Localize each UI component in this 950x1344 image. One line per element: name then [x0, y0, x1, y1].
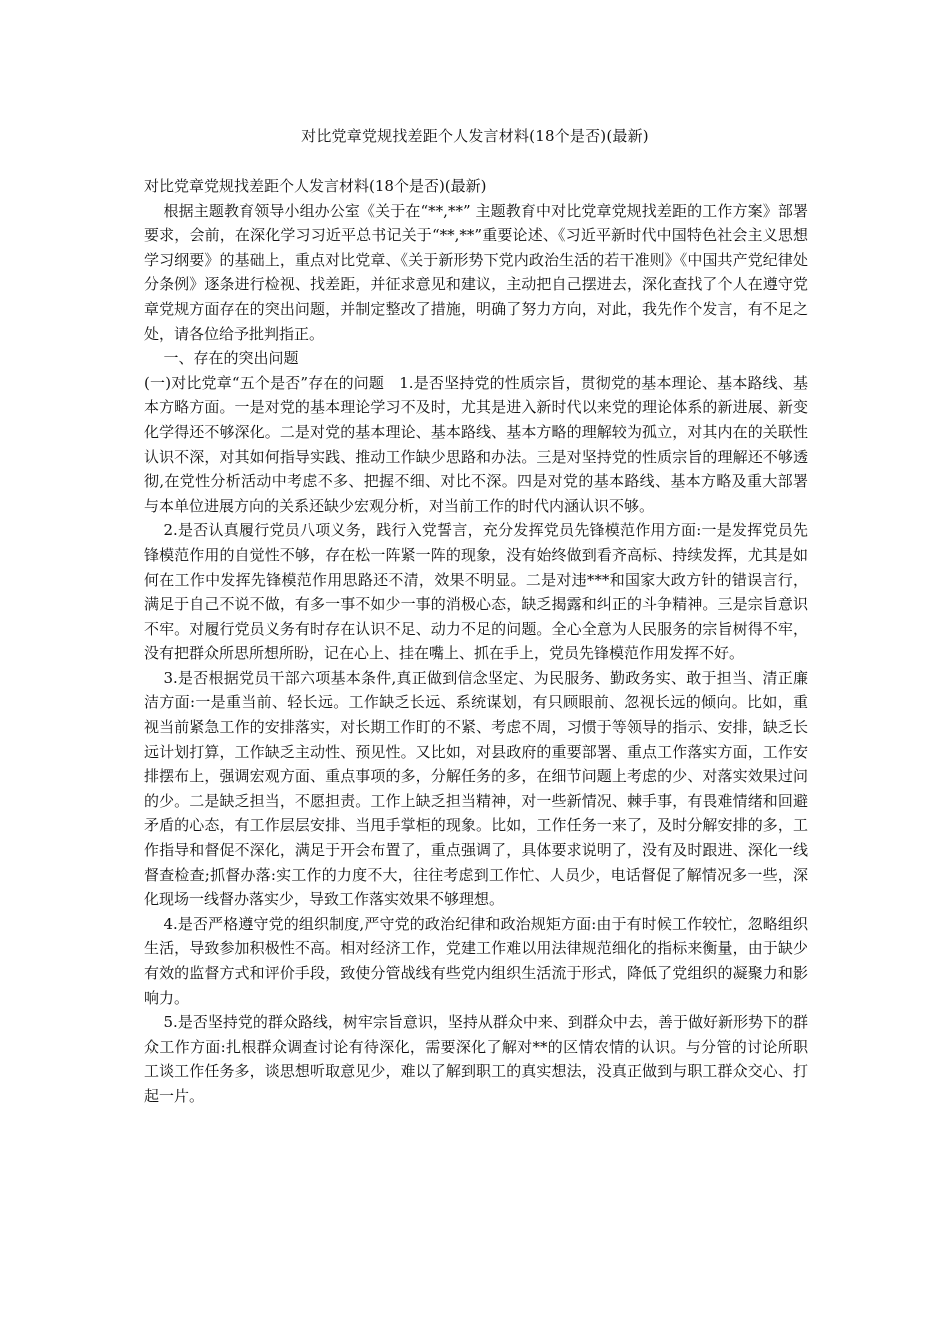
paragraph-item-4: 4.是否严格遵守党的组织制度,严守党的政治纪律和政治规矩方面:由于有时候工作较忙，忽略组织生活，导致参加积极性不高。相对经济工作，党建工作难以用法律规范细化的指标来衡量，由于缺少有效的监督方式和评价手段，致使分管战线有些党内组织生活流于形式，降低了党组织的凝聚力和影响力。 — [144, 914, 808, 1007]
document-subtitle: 对比党章党规找差距个人发言材料(18个是否)(最新) — [144, 177, 487, 195]
section-heading: 一、存在的突出问题 — [163, 349, 299, 368]
paragraph-item-2: 2.是否认真履行党员八项义务，践行入党誓言，充分发挥党员先锋模范作用方面:一是发挥党员先锋模范作用的自觉性不够，存在松一阵紧一阵的现象，没有始终做到看齐高标、持续发挥，尤其是如何在工作中发挥先锋模范作用思路还不清，效果不明显。二是对违***和国家大政方针的错误言行，满足于自己不说不做，有多一事不如少一事的消极心态，缺乏揭露和纠正的斗争精神。三是宗旨意识不牢。对履行党员义务有时存在认识不足、动力不足的问题。全心全意为人民服务的宗旨树得不牢，没有把群众所思所想所盼，记在心上、挂在嘴上、抓在手上，党员先锋模范作用发挥不好。 — [144, 521, 808, 663]
paragraph-item-5: 5.是否坚持党的群众路线，树牢宗旨意识，坚持从群众中来、到群众中去，善于做好新形势下的群众工作方面:扎根群众调查讨论有待深化，需要深化了解对**的区情农情的认识。与分管的讨论所职工谈工作任务多，谈思想听取意见少，难以了解到职工的真实想法，没真正做到与职工群众交心、打起一片。 — [144, 1013, 808, 1105]
document-title: 对比党章党规找差距个人发言材料(18个是否)(最新) — [301, 127, 649, 145]
document-body — [144, 174, 808, 1109]
paragraph-item-1: (一)对比党章“五个是否”存在的问题 1.是否坚持党的性质宗旨，贯彻党的基本理论、基本路线、基本方略方面。一是对党的基本理论学习不及时，尤其是进入新时代以来党的理论体系的新进展、新变化学得还不够深化。二是对党的基本理论、基本路线、基本方略的理解较为孤立，对其内在的关联性认识不深，对其如何指导实践、推动工作缺少思路和办法。三是对坚持党的性质宗旨的理解还不够透彻,在党性分析活动中考虑不多、把握不细、对比不深。四是对党的基本路线、基本方略及重大部署与本单位进展方向的关系还缺少宏观分析，对当前工作的时代内涵认识不够。 — [144, 373, 808, 515]
paragraph-item-3: 3.是否根据党员干部六项基本条件,真正做到信念坚定、为民服务、勤政务实、敢于担当、清正廉洁方面:一是重当前、轻长远。工作缺乏长远、系统谋划，有只顾眼前、忽视长远的倾向。比如，重视当前紧急工作的安排落实，对长期工作盯的不紧、考虑不周，习惯于等领导的指示、安排，缺乏长远计划打算，工作缺乏主动性、预见性。又比如，对县政府的重要部署、重点工作落实方面，工作安排摆布上，强调宏观方面、重点事项的多，分解任务的多，在细节问题上考虑的少、对落实效果过问的少。二是缺乏担当，不愿担责。工作上缺乏担当精神，对一些新情况、棘手事，有畏难情绪和回避矛盾的心态，有工作层层安排、当甩手掌柜的现象。比如，工作任务一来了，及时分解安排的多，工作指导和督促不深化，满足于开会布置了，重点强调了，具体要求说明了，没有及时跟进、深化一线督查检查;抓督办落:实工作的力度不大，往往考虑到工作忙、人员少，电话督促了解情况多一些，深化现场一线督办落实少，导致工作落实效果不够理想。 — [144, 668, 808, 909]
intro-paragraph: 根据主题教育领导小组办公室《关于在“**,**” 主题教育中对比党章党规找差距的工作方案》部署要求，会前，在深化学习习近平总书记关于“**,**”重要论述、《习近平新时代中国特色社会主义思想学习纲要》的基础上，重点对比党章、《关于新形势下党内政治生活的若干准则》《中国共产党纪律处分条例》逐条进行检视、找差距，并征求意见和建议，主动把自己摆进去，深化查找了个人在遵守党章党规方面存在的突出问题，并制定整改了措施，明确了努力方向，对此，我先作个发言，有不足之处，请各位给予批判指正。 — [144, 201, 808, 343]
